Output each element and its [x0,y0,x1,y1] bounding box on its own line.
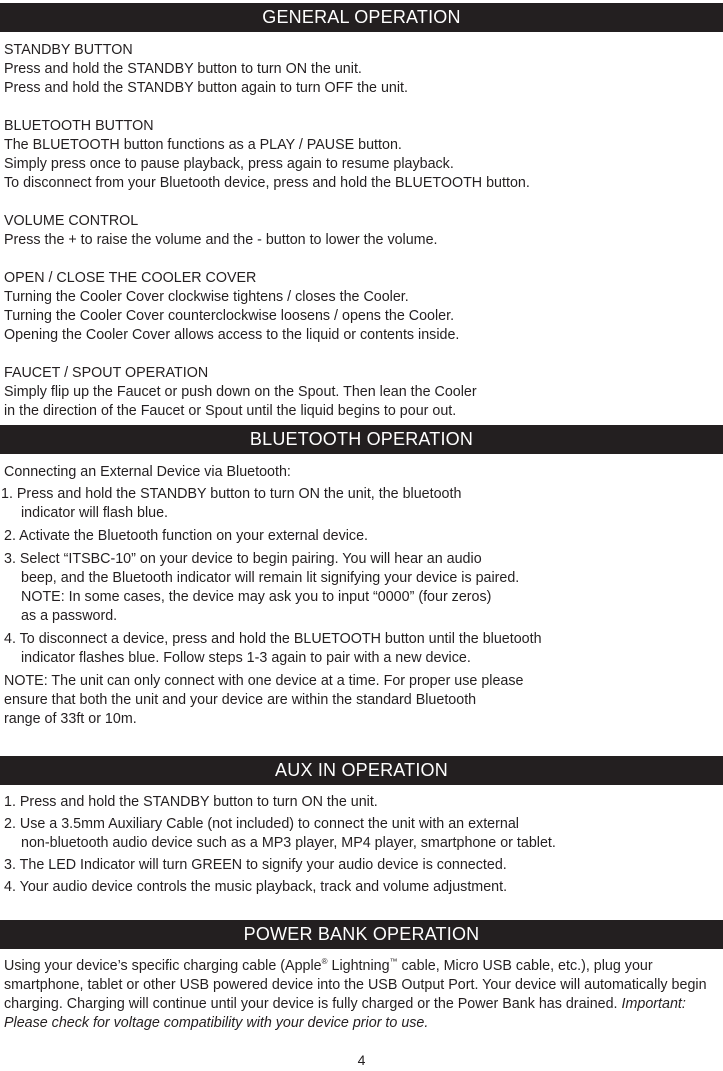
standby-heading: STANDBY BUTTON [4,42,133,58]
power-bank-text: Lightning [327,958,390,974]
general-operation-header: GENERAL OPERATION [0,3,723,32]
power-bank-important: Important: Please check for voltage compatibility with your device prior to use. [4,996,686,1031]
power-bank-paragraph [4,957,723,1033]
general-operation-section [4,41,719,421]
standby-line: Press and hold the STANDBY button again to turn OFF the unit. [4,80,408,96]
bluetooth-button-line: The BLUETOOTH button functions as a PLAY / PAUSE button. [4,137,402,153]
bluetooth-operation-section [1,463,719,729]
aux-in-operation-section [4,793,719,897]
cover-heading: OPEN / CLOSE THE COOLER COVER [4,270,257,286]
cover-line: Opening the Cooler Cover allows access to the liquid or contents inside. [4,327,460,343]
bluetooth-note: ensure that both the unit and your device are within the standard Bluetooth [4,692,477,708]
volume-heading: VOLUME CONTROL [4,213,139,229]
aux-step-cont: non-bluetooth audio device such as a MP3 player, MP4 player, smartphone or tablet. [21,835,556,851]
bluetooth-step: 2. Activate the Bluetooth function on your external device. [4,528,369,544]
registered-mark: ® [321,957,328,967]
standby-line: Press and hold the STANDBY button to turn ON the unit. [4,61,362,77]
aux-step: 4. Your audio device controls the music playback, track and volume adjustment. [4,879,508,895]
bluetooth-note: NOTE: The unit can only connect with one device at a time. For proper use please [4,673,524,689]
power-bank-section [4,957,723,1033]
faucet-heading: FAUCET / SPOUT OPERATION [4,365,209,381]
bluetooth-intro: Connecting an External Device via Bluetooth: [4,464,291,480]
bluetooth-button-line: To disconnect from your Bluetooth device, press and hold the BLUETOOTH button. [4,175,530,191]
cover-line: Turning the Cooler Cover counterclockwise loosens / opens the Cooler. [4,308,455,324]
bluetooth-step-cont: as a password. [21,608,118,624]
bluetooth-step-cont: indicator flashes blue. Follow steps 1-3 again to pair with a new device. [21,650,471,666]
page-number: 4 [357,1052,366,1068]
power-bank-operation-header: POWER BANK OPERATION [0,920,723,949]
aux-in-operation-header: AUX IN OPERATION [0,756,723,785]
power-bank-text: cable, Micro USB cable, etc.), plug your smartphone, tablet or other USB powered device into the USB Output Port. Your device will automatically begin charging. Charging will continue until your device is fully charged or the Power Bank has drained. [4,958,707,1012]
bluetooth-step: 4. To disconnect a device, press and hold the BLUETOOTH button until the bluetooth [4,631,542,647]
aux-step: 3. The LED Indicator will turn GREEN to signify your audio device is connected. [4,857,507,873]
faucet-line: in the direction of the Faucet or Spout until the liquid begins to pour out. [4,403,457,419]
bluetooth-button-heading: BLUETOOTH BUTTON [4,118,154,134]
aux-step: 1. Press and hold the STANDBY button to turn ON the unit. [4,794,378,810]
power-bank-text: Using your device’s specific charging cable (Apple [4,958,322,974]
faucet-line: Simply flip up the Faucet or push down on the Spout. Then lean the Cooler [4,384,477,400]
bluetooth-step-cont: NOTE: In some cases, the device may ask you to input “0000” (four zeros) [21,589,492,605]
aux-step: 2. Use a 3.5mm Auxiliary Cable (not included) to connect the unit with an external [4,816,519,832]
bluetooth-operation-header: BLUETOOTH OPERATION [0,425,723,454]
bluetooth-step: 1. Press and hold the STANDBY button to turn ON the unit, the bluetooth [1,486,462,502]
bluetooth-step-cont: indicator will flash blue. [21,505,169,521]
bluetooth-step: 3. Select “ITSBC-10” on your device to begin pairing. You will hear an audio [4,551,482,567]
bluetooth-note: range of 33ft or 10m. [4,711,137,727]
volume-line: Press the + to raise the volume and the - button to lower the volume. [4,232,438,248]
bluetooth-step-cont: beep, and the Bluetooth indicator will remain lit signifying your device is paired. [21,570,520,586]
cover-line: Turning the Cooler Cover clockwise tightens / closes the Cooler. [4,289,409,305]
bluetooth-button-line: Simply press once to pause playback, press again to resume playback. [4,156,454,172]
trademark-mark: ™ [389,957,398,967]
